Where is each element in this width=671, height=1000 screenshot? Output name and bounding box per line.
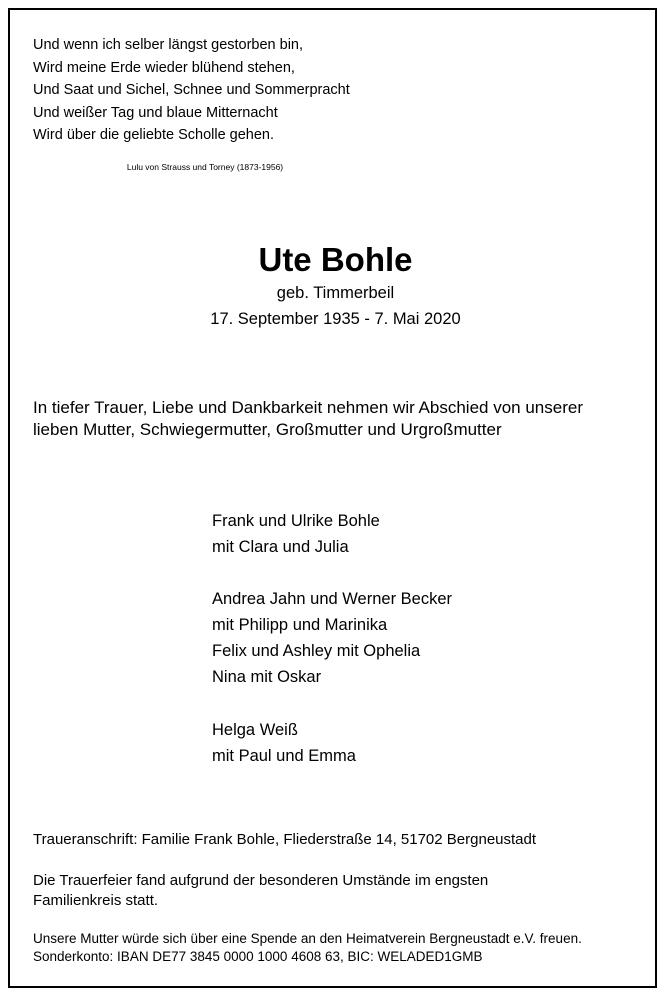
intro-line: In tiefer Trauer, Liebe und Dankbarkeit nehmen wir Abschied von unserer: [33, 398, 583, 417]
birth-name: geb. Timmerbeil: [276, 284, 395, 302]
family-member: mit Paul und Emma: [212, 747, 356, 765]
mourning-address: Traueranschrift: Familie Frank Bohle, Fliederstraße 14, 51702 Bergneustadt: [33, 831, 537, 848]
family-member: mit Philipp und Marinika: [212, 616, 388, 634]
family-member: Frank und Ulrike Bohle: [212, 512, 380, 530]
family-member: Nina mit Oskar: [212, 668, 322, 686]
family-member: Andrea Jahn und Werner Becker: [212, 590, 452, 608]
ceremony-note-line: Die Trauerfeier fand aufgrund der besonderen Umstände im engsten: [33, 872, 489, 889]
poem-line: Wird über die geliebte Scholle gehen.: [33, 127, 275, 143]
poem-line: Wird meine Erde wieder blühend stehen,: [33, 60, 295, 76]
family-member: Helga Weiß: [212, 721, 298, 739]
intro-line: lieben Mutter, Schwiegermutter, Großmutter und Urgroßmutter: [33, 420, 502, 439]
poem-line: Und weißer Tag und blaue Mitternacht: [33, 105, 278, 121]
life-dates: 17. September 1935 - 7. Mai 2020: [210, 310, 461, 328]
poem-line: Und Saat und Sichel, Schnee und Sommerpracht: [33, 82, 350, 98]
donation-note: Unsere Mutter würde sich über eine Spende an den Heimatverein Bergneustadt e.V. freuen.: [33, 931, 582, 946]
family-member: mit Clara und Julia: [212, 538, 349, 556]
poem-line: Und wenn ich selber längst gestorben bin,: [33, 37, 304, 53]
family-member: Felix und Ashley mit Ophelia: [212, 642, 421, 660]
poem-author: Lulu von Strauss und Torney (1873-1956): [126, 162, 284, 172]
ceremony-note-line: Familienkreis statt.: [33, 892, 159, 909]
bank-account: Sonderkonto: IBAN DE77 3845 0000 1000 4608 63, BIC: WELADED1GMB: [33, 949, 483, 964]
deceased-name: Ute Bohle: [258, 241, 413, 278]
